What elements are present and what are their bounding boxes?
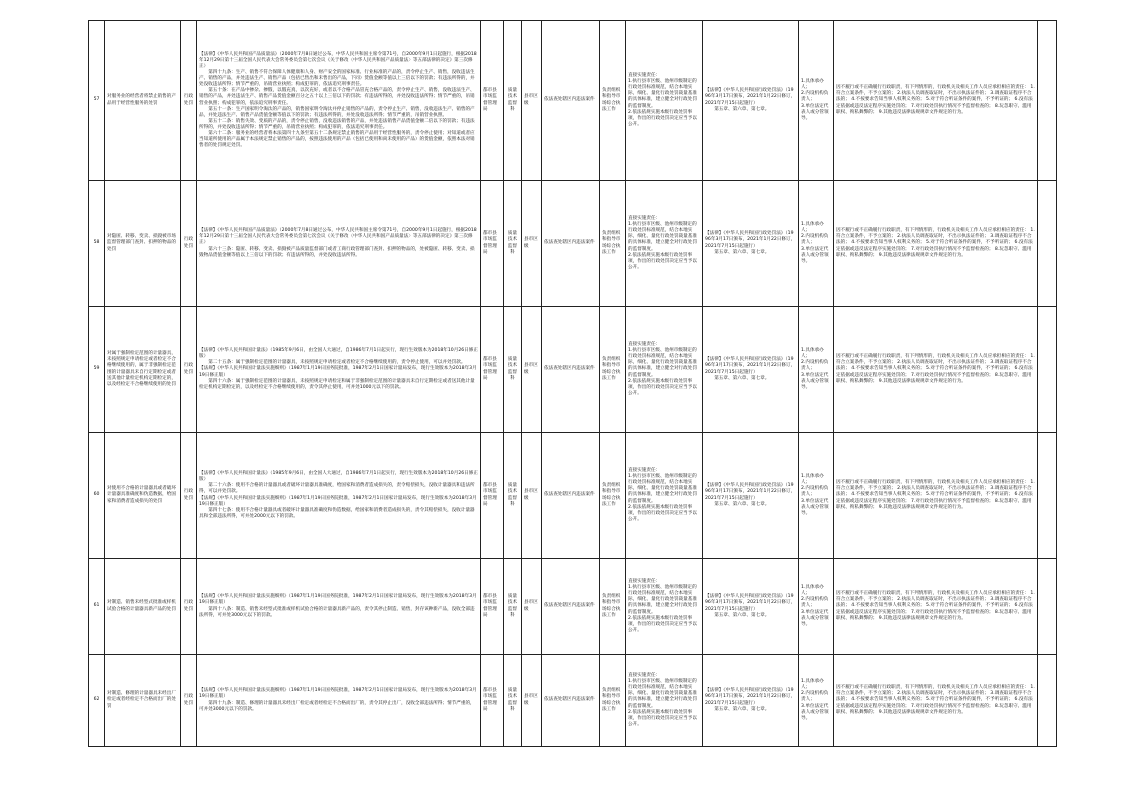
seq-cell: 58: [89, 181, 105, 307]
table-row: [89, 307, 1057, 433]
legal-basis-cell: 【法规】《中华人民共和国计量法实施细则》（1987年1月19日国务院批准，1987年2月1日国家计量局发布，现行生效版本为2018年3月19日修正版） 第四十八条：制造、销售未经型式批准或样机试验合格的计量器具新产品的，责令其停止制造、销售，封存该种新产品，没收全部违法所得，可并处3000元以下的罚款。: [197, 559, 481, 655]
category-cell: 行政处罚: [181, 433, 197, 559]
implementation-cell: 依法查处辖区内违法案件: [542, 21, 600, 181]
procedure-basis-cell: 【法律】《中华人民共和国行政处罚法》（1996年3月17日颁布，2021年1月22日修订，2021年7月15日起施行） 第五章、第六章、第七章。: [703, 655, 799, 747]
accountability-cell: 因不履行或不正确履行行政职责，有下列情形的，行政机关及相关工作人员应承担相应的责任： 1.符合立案条件，不予立案的； 2.执法人员调查取证时，不出示执法证件的； 3.调查取证程序不合法的； 4.不按要求告知当事人权利义务的； 5.对于符合听证条件的案件，不予听证的； 6.没有法定依据或违反法定程序实施处罚的； 7.对行政处罚执行情况不予监督检查的； 8.玩忽职守、滥用职权、徇私舞弊的； 9.其他违反法律法规规章文件规定的行为。: [834, 433, 1038, 559]
table-row: [89, 433, 1057, 559]
unit-cell: 质量技术监督科: [504, 433, 522, 559]
implementation-cell: 依法查处辖区内违法案件: [542, 307, 600, 433]
department-cell: 都市县市场监督管理局: [481, 307, 504, 433]
responsibility-cell: 负责组织和指导市场综合执法工作: [600, 21, 626, 181]
duty-item-cell: 直接实施责任： 1.执行县市区级、池州市级制定的行政处罚标准规范，结合本地实际，细化、量化行政处罚裁量基准的具体标准，建立健全对行政处罚的监督制度。 2.依法依规实施本级行政处罚事项，作出的行政处罚决定应当予以公开。: [626, 21, 703, 181]
unit-cell: 质量技术监督科: [504, 307, 522, 433]
category-cell: 行政处罚: [181, 181, 197, 307]
category-cell: 行政处罚: [181, 21, 197, 181]
seq-cell: 61: [89, 559, 105, 655]
blank-cell: [1038, 655, 1057, 747]
duty-item-cell: 直接实施责任： 1.执行县市区级、池州市级制定的行政处罚标准规范，结合本地实际，细化、量化行政处罚裁量基准的具体标准，建立健全对行政处罚的监督制度。 2.依法依规实施本级行政处罚事项，作出的行政处罚决定应当予以公开。: [626, 559, 703, 655]
item-name-cell: 对制造、修理的计量器具未经出厂检定或者经检定不合格而出厂的处罚: [105, 655, 181, 747]
category-cell: 行政处罚: [181, 655, 197, 747]
table-row: [89, 655, 1057, 747]
seq-cell: 57: [89, 21, 105, 181]
blank-cell: [1038, 21, 1057, 181]
level-cell: 县市区级: [522, 181, 542, 307]
responsible-person-cell: 1.具体承办人； 2.内设机构负责人； 3.单位法定代表人或分管领导。: [799, 655, 834, 747]
unit-cell: 质量技术监督科: [504, 181, 522, 307]
blank-cell: [1038, 307, 1057, 433]
procedure-basis-cell: 【法律】《中华人民共和国行政处罚法》（1996年3月17日颁布，2021年1月22日修订，2021年7月15日起施行） 第五章、第六章、第七章。: [703, 181, 799, 307]
responsibility-cell: 负责组织和指导市场综合执法工作: [600, 559, 626, 655]
unit-cell: 质量技术监督科: [504, 21, 522, 181]
seq-cell: 59: [89, 307, 105, 433]
duty-item-cell: 直接实施责任： 1.执行县市区级、池州市级制定的行政处罚标准规范，结合本地实际，细化、量化行政处罚裁量基准的具体标准，建立健全对行政处罚的监督制度。 2.依法依规实施本级行政处罚事项，作出的行政处罚决定应当予以公开。: [626, 181, 703, 307]
procedure-basis-cell: 【法律】《中华人民共和国行政处罚法》（1996年3月17日颁布，2021年1月22日修订，2021年7月15日起施行） 第五章、第六章、第七章。: [703, 433, 799, 559]
legal-basis-cell: 【法律】《中华人民共和国产品质量法》（2000年7月8日通过公布，中华人民共和国主席令第71号，自2000年9月1日起施行，根据2018年12月29日第十三届全国人民代表大会常务委员会第七次会议《关于修改〈中华人民共和国产品质量法〉等五部法律的决定》第三次修正） 第四十九条：生产、销售不符合保障人体健康和人身、财产安全的国家标准、行业标准的产品的，责令停止生产、销售，没收违法生产、销售的产品，并处违法生产、销售产品（包括已售出和未售出的产品，下同）货值金额等值以上三倍以下的罚款；有违法所得的，并处没收违法所得；情节严重的，吊销营业执照；构成犯罪的，依法追究刑事责任。 第五十条：在产品中掺杂、掺假，以假充真，以次充好，或者以不合格产品冒充合格产品的，责令停止生产、销售，没收违法生产、销售的产品，并处违法生产、销售产品货值金额百分之五十以上三倍以下的罚款；有违法所得的，并处没收违法所得；情节严重的，吊销营业执照；构成犯罪的，依法追究刑事责任。 第五十一条：生产国家明令淘汰的产品的，销售国家明令淘汰并停止销售的产品的，责令停止生产、销售，没收违法生产、销售的产品，并处违法生产、销售产品货值金额等值以下的罚款；有违法所得的，并处没收违法所得；情节严重的，吊销营业执照。 第五十二条：销售失效、变质的产品的，责令停止销售，没收违法销售的产品，并处违法销售产品货值金额二倍以下的罚款；有违法所得的，并处没收违法所得；情节严重的，吊销营业执照；构成犯罪的，依法追究刑事责任。 第六十二条：服务业的经营者将本法第四十九条至第五十二条规定禁止销售的产品用于经营性服务的，责令停止使用；对知道或者应当知道所使用的产品属于本法规定禁止销售的产品的，按照违法使用的产品（包括已使用和尚未使用的产品）的货值金额，依照本法对销售者的处罚规定处罚。: [197, 21, 481, 181]
department-cell: 都市县市场监督管理局: [481, 181, 504, 307]
legal-basis-cell: 【法规】《中华人民共和国计量法实施细则》（1987年1月19日国务院批准，1987年2月1日国家计量局发布，现行生效版本为2018年3月19日修正版） 第四十九条：制造、修理的计量器具未经出厂检定或者经检定不合格而出厂的，责令其停止出厂，没收全部违法所得；情节严重的，可并处3000元以下的罚款。: [197, 655, 481, 747]
responsibility-cell: 负责组织和指导市场综合执法工作: [600, 307, 626, 433]
duty-item-cell: 直接实施责任： 1.执行县市区级、池州市级制定的行政处罚标准规范，结合本地实际，细化、量化行政处罚裁量基准的具体标准，建立健全对行政处罚的监督制度。 2.依法依规实施本级行政处罚事项，作出的行政处罚决定应当予以公开。: [626, 433, 703, 559]
table-row: [89, 181, 1057, 307]
accountability-cell: 因不履行或不正确履行行政职责，有下列情形的，行政机关及相关工作人员应承担相应的责任： 1.符合立案条件，不予立案的； 2.执法人员调查取证时，不出示执法证件的； 3.调查取证程序不合法的； 4.不按要求告知当事人权利义务的； 5.对于符合听证条件的案件，不予听证的； 6.没有法定依据或违反法定程序实施处罚的； 7.对行政处罚执行情况不予监督检查的； 8.玩忽职守、滥用职权、徇私舞弊的； 9.其他违反法律法规规章文件规定的行为。: [834, 559, 1038, 655]
accountability-cell: 因不履行或不正确履行行政职责，有下列情形的，行政机关及相关工作人员应承担相应的责任： 1.符合立案条件，不予立案的； 2.执法人员调查取证时，不出示执法证件的； 3.调查取证程序不合法的； 4.不按要求告知当事人权利义务的； 5.对于符合听证条件的案件，不予听证的； 6.没有法定依据或违反法定程序实施处罚的； 7.对行政处罚执行情况不予监督检查的； 8.玩忽职守、滥用职权、徇私舞弊的； 9.其他违反法律法规规章文件规定的行为。: [834, 181, 1038, 307]
power-list-table: [88, 20, 1057, 747]
level-cell: 县市区级: [522, 21, 542, 181]
blank-cell: [1038, 433, 1057, 559]
accountability-cell: 因不履行或不正确履行行政职责，有下列情形的，行政机关及相关工作人员应承担相应的责任： 1.符合立案条件，不予立案的； 2.执法人员调查取证时，不出示执法证件的； 3.调查取证程序不合法的； 4.不按要求告知当事人权利义务的； 5.对于符合听证条件的案件，不予听证的； 6.没有法定依据或违反法定程序实施处罚的； 7.对行政处罚执行情况不予监督检查的； 8.玩忽职守、滥用职权、徇私舞弊的； 9.其他违反法律法规规章文件规定的行为。: [834, 21, 1038, 181]
accountability-cell: 因不履行或不正确履行行政职责，有下列情形的，行政机关及相关工作人员应承担相应的责任： 1.符合立案条件，不予立案的； 2.执法人员调查取证时，不出示执法证件的； 3.调查取证程序不合法的； 4.不按要求告知当事人权利义务的； 5.对于符合听证条件的案件，不予听证的； 6.没有法定依据或违反法定程序实施处罚的； 7.对行政处罚执行情况不予监督检查的； 8.玩忽职守、滥用职权、徇私舞弊的； 9.其他违反法律法规规章文件规定的行为。: [834, 307, 1038, 433]
department-cell: 都市县市场监督管理局: [481, 21, 504, 181]
blank-cell: [1038, 559, 1057, 655]
department-cell: 都市县市场监督管理局: [481, 559, 504, 655]
item-name-cell: 对隐匿、转移、变卖、损毁被市场监督管理部门查封、扣押的物品的处罚: [105, 181, 181, 307]
implementation-cell: 依法查处辖区内违法案件: [542, 655, 600, 747]
unit-cell: 质量技术监督科: [504, 655, 522, 747]
unit-cell: 质量技术监督科: [504, 559, 522, 655]
procedure-basis-cell: 【法律】《中华人民共和国行政处罚法》（1996年3月17日颁布，2021年1月22日修订，2021年7月15日起施行） 第五章、第六章、第七章。: [703, 21, 799, 181]
table-row: [89, 21, 1057, 181]
responsible-person-cell: 1.具体承办人； 2.内设机构负责人； 3.单位法定代表人或分管领导。: [799, 433, 834, 559]
item-name-cell: 对制造、销售未经型式批准或样机试验合格的计量器具新产品的处罚: [105, 559, 181, 655]
responsible-person-cell: 1.具体承办人； 2.内设机构负责人； 3.单位法定代表人或分管领导。: [799, 559, 834, 655]
level-cell: 县市区级: [522, 433, 542, 559]
implementation-cell: 依法查处辖区内违法案件: [542, 181, 600, 307]
level-cell: 县市区级: [522, 307, 542, 433]
department-cell: 都市县市场监督管理局: [481, 433, 504, 559]
legal-basis-cell: 【法律】《中华人民共和国计量法》（1985年9月6日，由全国人大通过，自1986年7月1日起实行，现行生效版本为2018年10月26日修正版） 第二十六条：使用不合格的计量器具或者破坏计量器具准确度，给国家和消费者造成损失的，责令赔偿损失，没收计量器具和违法所得，可以并处罚款。 【法规】《中华人民共和国计量法实施细则》（1987年1月19日国务院批准，1987年2月1日国家计量局发布，现行生效版本为2018年3月19日修正版） 第四十七条：使用不合格计量器具或者破坏计量器具准确度和伪造数据，给国家和消费者造成损失的，责令其赔偿损失，没收计量器具和全部违法所得，可并处2000元以下的罚款。: [197, 433, 481, 559]
responsible-person-cell: 1.具体承办人； 2.内设机构负责人； 3.单位法定代表人或分管领导。: [799, 181, 834, 307]
item-name-cell: 对使用不合格的计量器具或者破坏计量器具准确度和伪造数据，给国家和消费者造成损失的处罚: [105, 433, 181, 559]
item-name-cell: 对服务业的经营者将禁止销售的产品用于经营性服务的处罚: [105, 21, 181, 181]
legal-basis-cell: 【法律】《中华人民共和国产品质量法》（2000年7月8日通过公布，中华人民共和国主席令第71号，自2000年9月1日起施行，根据2018年12月29日第十三届全国人民代表大会常务委员会第七次会议《关于修改〈中华人民共和国产品质量法〉等五部法律的决定》第三次修正） 第六十三条：隐匿、转移、变卖、损毁被产品质量监督部门或者工商行政管理部门查封、扣押的物品的，处被隐匿、转移、变卖、损毁物品货值金额等值以上三倍以下的罚款；有违法所得的，并处没收违法所得。: [197, 181, 481, 307]
level-cell: 县市区级: [522, 559, 542, 655]
item-name-cell: 对属于强制检定范围的计量器具，未按照规定申请检定或者检定不合格继续使用的，属于非强制检定范围的计量器具未自行定期检定或者送其他计量检定机构定期检定的，以及经检定不合格继续使用的处罚: [105, 307, 181, 433]
seq-cell: 62: [89, 655, 105, 747]
duty-item-cell: 直接实施责任： 1.执行县市区级、池州市级制定的行政处罚标准规范，结合本地实际，细化、量化行政处罚裁量基准的具体标准，建立健全对行政处罚的监督制度。 2.依法依规实施本级行政处罚事项，作出的行政处罚决定应当予以公开。: [626, 655, 703, 747]
implementation-cell: 依法查处辖区内违法案件: [542, 433, 600, 559]
responsible-person-cell: 1.具体承办人； 2.内设机构负责人； 3.单位法定代表人或分管领导。: [799, 307, 834, 433]
category-cell: 行政处罚: [181, 559, 197, 655]
table-row: [89, 559, 1057, 655]
accountability-cell: 因不履行或不正确履行行政职责，有下列情形的，行政机关及相关工作人员应承担相应的责任： 1.符合立案条件，不予立案的； 2.执法人员调查取证时，不出示执法证件的； 3.调查取证程序不合法的； 4.不按要求告知当事人权利义务的； 5.对于符合听证条件的案件，不予听证的； 6.没有法定依据或违反法定程序实施处罚的； 7.对行政处罚执行情况不予监督检查的； 8.玩忽职守、滥用职权、徇私舞弊的； 9.其他违反法律法规规章文件规定的行为。: [834, 655, 1038, 747]
responsibility-cell: 负责组织和指导市场综合执法工作: [600, 181, 626, 307]
responsible-person-cell: 1.具体承办人； 2.内设机构负责人； 3.单位法定代表人或分管领导。: [799, 21, 834, 181]
department-cell: 都市县市场监督管理局: [481, 655, 504, 747]
level-cell: 县市区级: [522, 655, 542, 747]
procedure-basis-cell: 【法律】《中华人民共和国行政处罚法》（1996年3月17日颁布，2021年1月22日修订，2021年7月15日起施行） 第五章、第六章、第七章。: [703, 559, 799, 655]
implementation-cell: 依法查处辖区内违法案件: [542, 559, 600, 655]
category-cell: 行政处罚: [181, 307, 197, 433]
legal-basis-cell: 【法律】《中华人民共和国计量法》（1985年9月6日，由全国人大通过，自1986年7月1日起实行，现行生效版本为2018年10月26日修正版） 第二十五条：属于强制检定范围的计量器具，未按照规定申请检定或者检定不合格继续使用的，责令停止使用，可以并处罚款。 【法规】《中华人民共和国计量法实施细则》（1987年1月19日国务院批准，1987年2月1日国家计量局发布，现行生效版本为2018年3月19日修正版） 第四十六条：属于强制检定范围的计量器具，未按照规定申请检定和属于非强制检定范围的计量器具未自行定期检定或者送其他计量检定机构定期检定的，以及经检定不合格继续使用的，责令其停止使用，可并处1000元以下的罚款。: [197, 307, 481, 433]
responsibility-cell: 负责组织和指导市场综合执法工作: [600, 655, 626, 747]
blank-cell: [1038, 181, 1057, 307]
duty-item-cell: 直接实施责任： 1.执行县市区级、池州市级制定的行政处罚标准规范，结合本地实际，细化、量化行政处罚裁量基准的具体标准，建立健全对行政处罚的监督制度。 2.依法依规实施本级行政处罚事项，作出的行政处罚决定应当予以公开。: [626, 307, 703, 433]
procedure-basis-cell: 【法律】《中华人民共和国行政处罚法》（1996年3月17日颁布，2021年1月22日修订，2021年7月15日起施行） 第五章、第六章、第七章。: [703, 307, 799, 433]
seq-cell: 60: [89, 433, 105, 559]
responsibility-cell: 负责组织和指导市场综合执法工作: [600, 433, 626, 559]
